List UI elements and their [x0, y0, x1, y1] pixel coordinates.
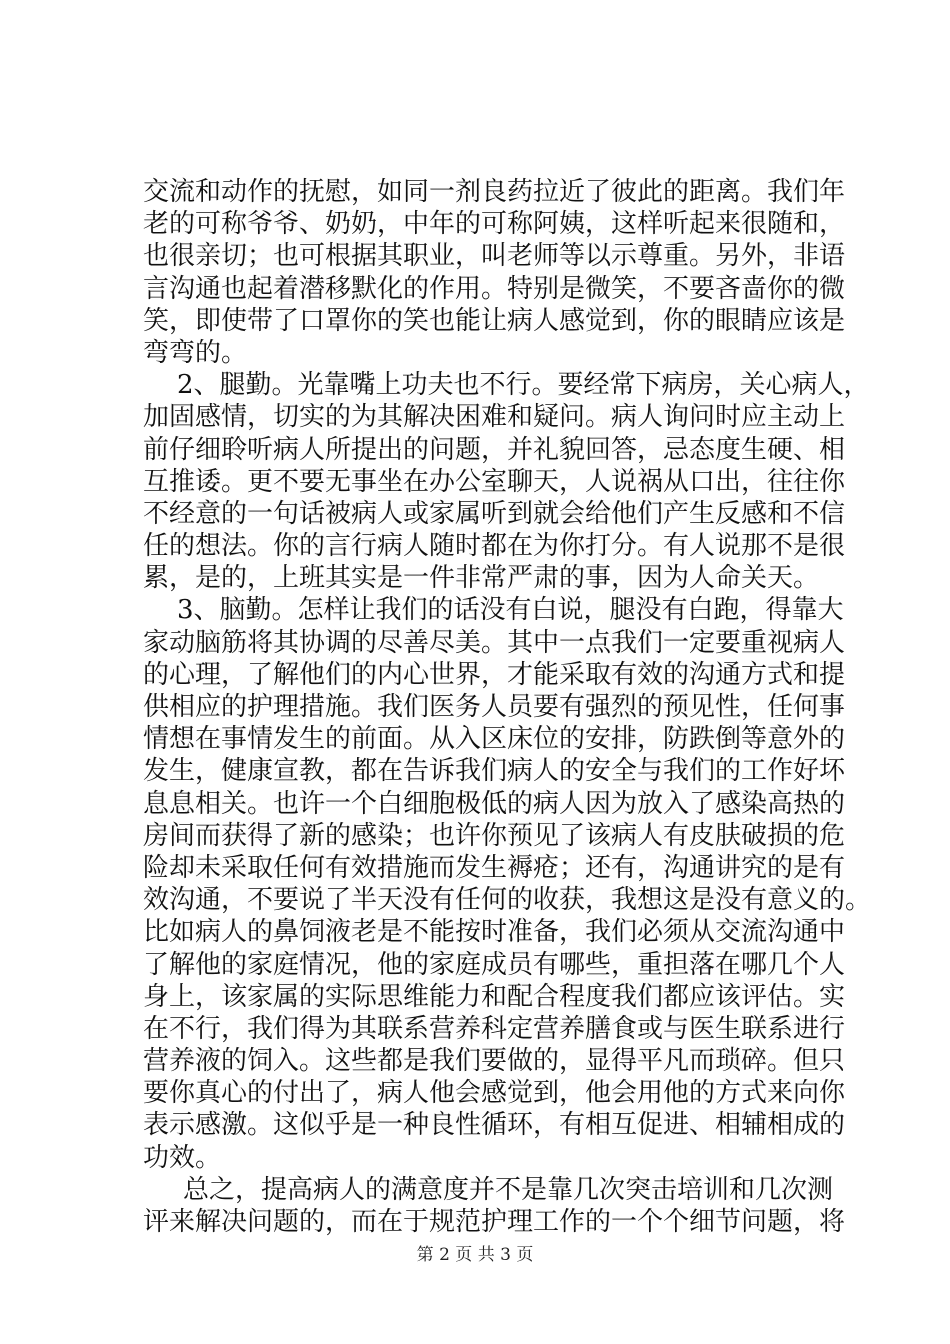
page-footer: 第 2 页 共 3 页: [416, 1245, 534, 1265]
text-line: 前仔细聆听病人所提出的问题，并礼貌回答，忌态度生硬、相: [143, 434, 846, 465]
text-line: 评来解决问题的，而在于规范护理工作的一个个细节问题，将: [143, 1207, 846, 1237]
text-line: 在不行，我们得为其联系营养科定营养膳食或与医生联系进行: [143, 1013, 846, 1044]
text-line: 营养液的饲入。这些都是我们要做的，显得平凡而琐碎。但只: [143, 1046, 846, 1077]
text-line: 险却未采取任何有效措施而发生褥疮；还有，沟通讲究的是有: [143, 852, 846, 883]
text-line: 家动脑筋将其协调的尽善尽美。其中一点我们一定要重视病人: [143, 627, 846, 658]
text-line: 效沟通，不要说了半天没有任何的收获，我想这是没有意义的。: [143, 885, 872, 916]
text-line: 身上，该家属的实际思维能力和配合程度我们都应该评估。实: [143, 981, 846, 1012]
paragraph-2-start: 2、腿勤。光靠嘴上功夫也不行。要经常下病房，关心病人，: [177, 370, 870, 401]
text-line: 房间而获得了新的感染；也许你预见了该病人有皮肤破损的危: [143, 820, 846, 851]
text-line: 功效。: [143, 1142, 222, 1173]
text-line: 交流和动作的抚慰，如同一剂良药拉近了彼此的距离。我们年: [143, 177, 846, 207]
text-line: 比如病人的鼻饲液老是不能按时准备，我们必须从交流沟通中: [143, 917, 846, 948]
text-line: 也很亲切；也可根据其职业，叫老师等以示尊重。另外，非语: [143, 241, 846, 272]
document-body: [143, 176, 872, 1238]
text-line: 情想在事情发生的前面。从入区床位的安排，防跌倒等意外的: [143, 724, 846, 755]
text-line: 老的可称爷爷、奶奶，中年的可称阿姨，这样听起来很随和，: [143, 209, 846, 240]
text-line: 不经意的一句话被病人或家属听到就会给他们产生反感和不信: [143, 498, 846, 529]
paragraph-conclusion-start: 总之，提高病人的满意度并不是靠几次突击培训和几次测: [183, 1174, 834, 1205]
text-line: 的心理，了解他们的内心世界，才能采取有效的沟通方式和提: [143, 659, 846, 690]
text-line: 了解他的家庭情况，他的家庭成员有哪些，重担落在哪几个人: [143, 949, 846, 980]
text-line: 表示感激。这似乎是一种良性循环，有相互促进、相辅相成的: [143, 1110, 846, 1141]
text-line: 互推诿。更不要无事坐在办公室聊天，人说祸从口出，往往你: [143, 466, 846, 497]
text-line: 发生，健康宣教，都在告诉我们病人的安全与我们的工作好坏: [143, 756, 846, 787]
text-line: 要你真心的付出了，病人他会感觉到，他会用他的方式来向你: [143, 1078, 846, 1109]
text-line: 弯弯的。: [143, 337, 248, 368]
text-line: 加固感情，切实的为其解决困难和疑问。病人询问时应主动上: [143, 402, 846, 433]
text-line: 息息相关。也许一个白细胞极低的病人因为放入了感染高热的: [143, 788, 846, 819]
text-line: 言沟通也起着潜移默化的作用。特别是微笑，不要吝啬你的微: [143, 273, 846, 304]
text-line: 笑，即使带了口罩你的笑也能让病人感觉到，你的眼睛应该是: [143, 305, 846, 336]
paragraph-3-start: 3、脑勤。怎样让我们的话没有白说，腿没有白跑，得靠大: [177, 595, 844, 626]
text-line: 供相应的护理措施。我们医务人员要有强烈的预见性，任何事: [143, 692, 846, 722]
text-line: 累，是的，上班其实是一件非常严肃的事，因为人命关天。: [143, 563, 820, 594]
text-line: 任的想法。你的言行病人随时都在为你打分。有人说那不是很: [143, 531, 846, 562]
